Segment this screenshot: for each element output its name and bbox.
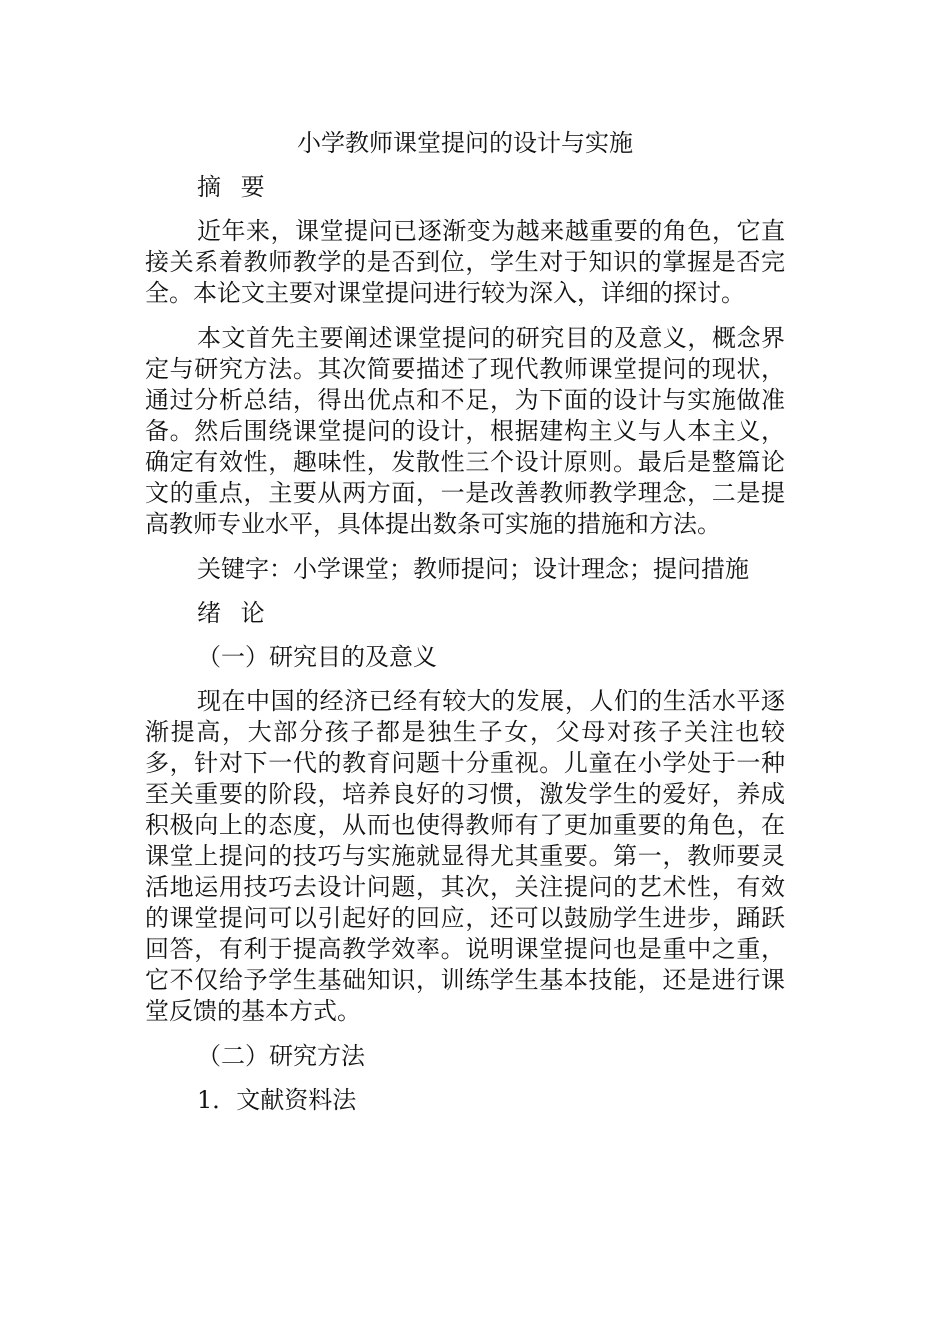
introduction-heading: 绪 论 (197, 599, 271, 627)
section-1-heading: （一）研究目的及意义 (197, 643, 437, 671)
section-1-paragraph: 现在中国的经济已经有较大的发展，人们的生活水平逐渐提高，大部分孩子都是独生子女，父母对孩子关注也较多，针对下一代的教育问题十分重视。儿童在小学处于一种至关重要的阶段，培养良好的习惯，激发学生的爱好，养成积极向上的态度，从而也使得教师有了更加重要的角色，在课堂上提问的技巧与实施就显得尤其重要。第一，教师要灵活地运用技巧去设计问题，其次，关注提问的艺术性，有效的课堂提问可以引起好的回应，还可以鼓励学生进步，踊跃回答，有利于提高教学效率。说明课堂提问也是重中之重，它不仅给予学生基础知识，训练学生基本技能，还是进行课堂反馈的基本方式。 (145, 687, 785, 1025)
section-2-heading: （二）研究方法 (197, 1042, 365, 1070)
document-title: 小学教师课堂提问的设计与实施 (297, 129, 633, 157)
keywords-line: 关键字：小学课堂；教师提问；设计理念；提问措施 (197, 555, 749, 583)
abstract-paragraph-1: 近年来，课堂提问已逐渐变为越来越重要的角色，它直接关系着教师教学的是否到位，学生对于知识的掌握是否完全。本论文主要对课堂提问进行较为深入，详细的探讨。 (145, 217, 785, 307)
method-1-heading: 1．文献资料法 (197, 1086, 357, 1114)
abstract-heading: 摘 要 (197, 173, 271, 201)
abstract-paragraph-2: 本文首先主要阐述课堂提问的研究目的及意义，概念界定与研究方法。其次简要描述了现代教师课堂提问的现状，通过分析总结，得出优点和不足，为下面的设计与实施做准备。然后围绕课堂提问的设计，根据建构主义与人本主义，确定有效性，趣味性，发散性三个设计原则。最后是整篇论文的重点，主要从两方面，一是改善教师教学理念，二是提高教师专业水平，具体提出数条可实施的措施和方法。 (145, 324, 785, 538)
document-page (145, 128, 785, 1129)
